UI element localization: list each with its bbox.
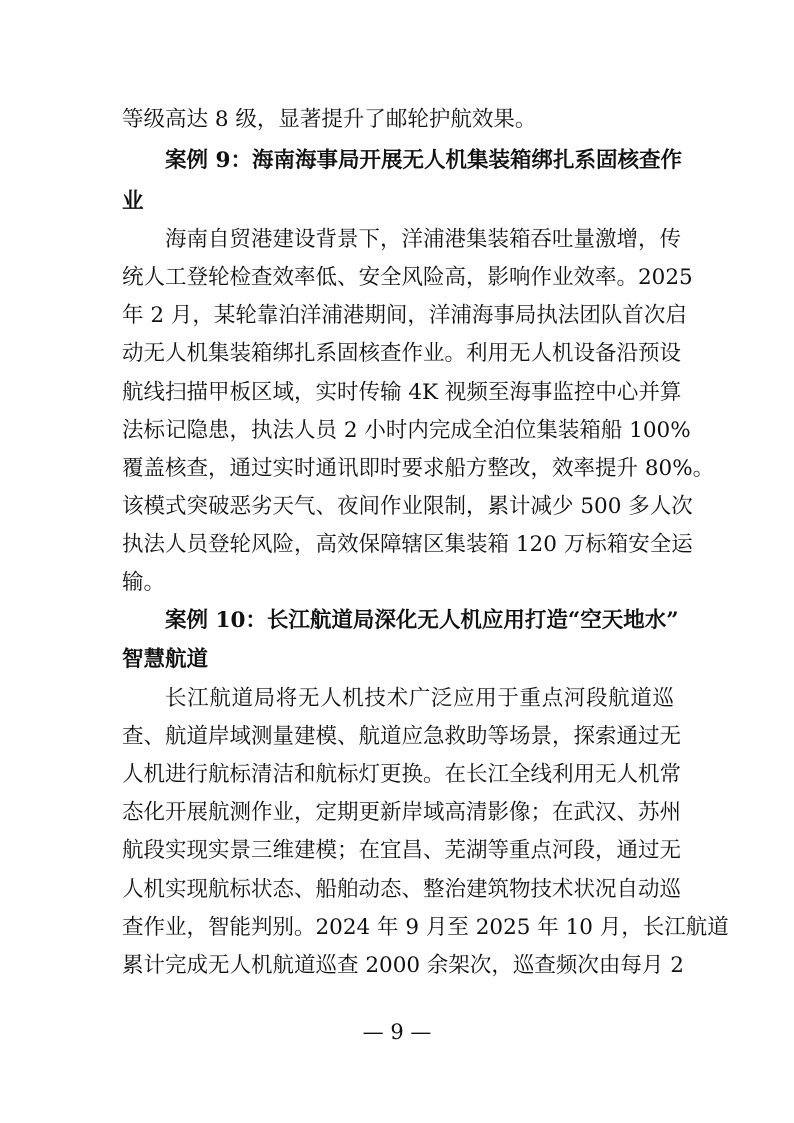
text-line: 动无人机集装箱绑扎系固核查作业。利用无人机设备沿预设 bbox=[122, 341, 682, 366]
text-line: 累计完成无人机航道巡查 2000 余架次，巡查频次由每月 2 bbox=[122, 953, 684, 978]
text-line: 输。 bbox=[122, 570, 166, 595]
text-line: 长江航道局将无人机技术广泛应用于重点河段航道巡 bbox=[165, 686, 674, 711]
text-line: 法标记隐患，执法人员 2 小时内完成全泊位集装箱船 100% bbox=[122, 418, 691, 443]
text-line: 统人工登轮检查效率低、安全风险高，影响作业效率。2025 bbox=[122, 265, 693, 290]
text-line: 海南自贸港建设背景下，洋浦港集装箱吞吐量激增，传 bbox=[165, 227, 682, 252]
text-line: 覆盖核查，通过实时通讯即时要求船方整改，效率提升 80%。 bbox=[122, 456, 715, 481]
text-line: 年 2 月，某轮靠泊洋浦港期间，洋浦海事局执法团队首次启 bbox=[122, 303, 687, 328]
case-9-heading-continued: 业 bbox=[122, 189, 144, 214]
text-line: 查、航道岸域测量建模、航道应急救助等场景，探索通过无 bbox=[122, 724, 682, 749]
text-line: 等级高达 8 级，显著提升了邮轮护航效果。 bbox=[122, 107, 537, 132]
text-line: 执法人员登轮风险，高效保障辖区集装箱 120 万标箱安全运 bbox=[122, 532, 693, 557]
text-line: 查作业，智能判别。2024 年 9 月至 2025 年 10 月，长江航道 bbox=[122, 915, 729, 940]
text-line: 航段实现实景三维建模；在宜昌、芜湖等重点河段，通过无 bbox=[122, 838, 682, 863]
case-10-heading: 案例 10：长江航道局深化无人机应用打造“空天地水” bbox=[165, 608, 679, 633]
case-10-heading-continued: 智慧航道 bbox=[122, 647, 209, 672]
text-line: 人机实现航标状态、船舶动态、整治建筑物技术状况自动巡 bbox=[122, 877, 682, 902]
text-line: 态化开展航测作业，定期更新岸域高清影像；在武汉、苏州 bbox=[122, 800, 682, 825]
case-9-heading: 案例 9：海南海事局开展无人机集装箱绑扎系固核查作 bbox=[165, 148, 682, 173]
page-number: — 9 — bbox=[362, 1020, 432, 1044]
text-line: 人机进行航标清洁和航标灯更换。在长江全线利用无人机常 bbox=[122, 762, 682, 787]
text-line: 该模式突破恶劣天气、夜间作业限制，累计减少 500 多人次 bbox=[122, 494, 693, 519]
text-line: 航线扫描甲板区域，实时传输 4K 视频至海事监控中心并算 bbox=[122, 380, 682, 405]
